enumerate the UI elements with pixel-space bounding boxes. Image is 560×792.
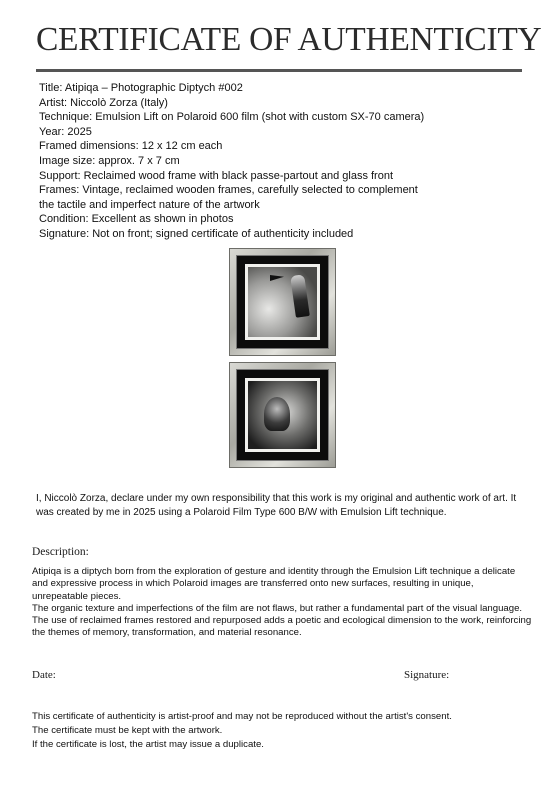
detail-artist: Artist: Niccolò Zorza (Italy) [39,96,168,109]
passe-partout [236,255,329,349]
detail-title: Title: Atipiqa – Photographic Diptych #002 [39,82,243,94]
artwork-photo-bottom [229,362,336,468]
detail-support: Support: Reclaimed wood frame with black passe-partout and glass front [39,169,394,182]
photo-figure [290,274,310,318]
photo-detail [270,275,284,281]
signature-label: Signature: [404,669,450,681]
detail-technique: Technique: Emulsion Lift on Polaroid 600 film (shot with custom SX-70 camera) [39,111,425,124]
detail-signature: Signature: Not on front; signed certificate of authenticity included [39,227,354,240]
photo-figure [264,397,290,431]
detail-framed-dimensions: Framed dimensions: 12 x 12 cm each [39,140,223,153]
detail-frames-continued: the tactile and imperfect nature of the artwork [39,198,260,211]
description-paragraph: The use of reclaimed frames restored and repurposed adds a poetic and ecological dimension to the work, reinforcing the themes of memory, transformation, and material resonance. [32,615,532,639]
description-paragraph: The organic texture and imperfections of the film are not flaws, but rather a fundamental part of the visual language. [32,602,523,614]
polaroid-image [245,264,320,340]
passe-partout [236,369,329,461]
detail-year: Year: 2025 [39,125,92,138]
description-body [32,566,532,640]
description-heading: Description: [32,546,89,558]
footer-note: The certificate must be kept with the artwork. [32,725,223,736]
artist-declaration: I, Niccolò Zorza, declare under my own responsibility that this work is my original and authentic work of art. It was created by me in 2025 using a Polaroid Film Type 600 B/W with Emulsion Lift technique. [36,493,517,518]
description-paragraph: Atipiqa is a diptych born from the exploration of gesture and identity through the Emulsion Lift technique a delicate and expressive process in which Polaroid images are transferred onto new surfaces, resulting in unique, unrepeatable pieces. [32,566,516,602]
detail-image-size: Image size: approx. 7 x 7 cm [39,154,180,167]
artwork-details [39,81,509,242]
footer-note: If the certificate is lost, the artist may issue a duplicate. [32,739,264,750]
certificate-notes [32,710,532,752]
detail-frames: Frames: Vintage, reclaimed wooden frames, carefully selected to complement [39,184,418,197]
polaroid-image [245,378,320,452]
artwork-photo-top [229,248,336,356]
detail-condition: Condition: Excellent as shown in photos [39,213,234,226]
footer-note: This certificate of authenticity is artist-proof and may not be reproduced without the artist's consent. [32,711,452,722]
certificate-title: CERTIFICATE OF AUTHENTICITY [36,21,542,58]
date-label: Date: [32,669,56,681]
title-divider [36,69,522,72]
